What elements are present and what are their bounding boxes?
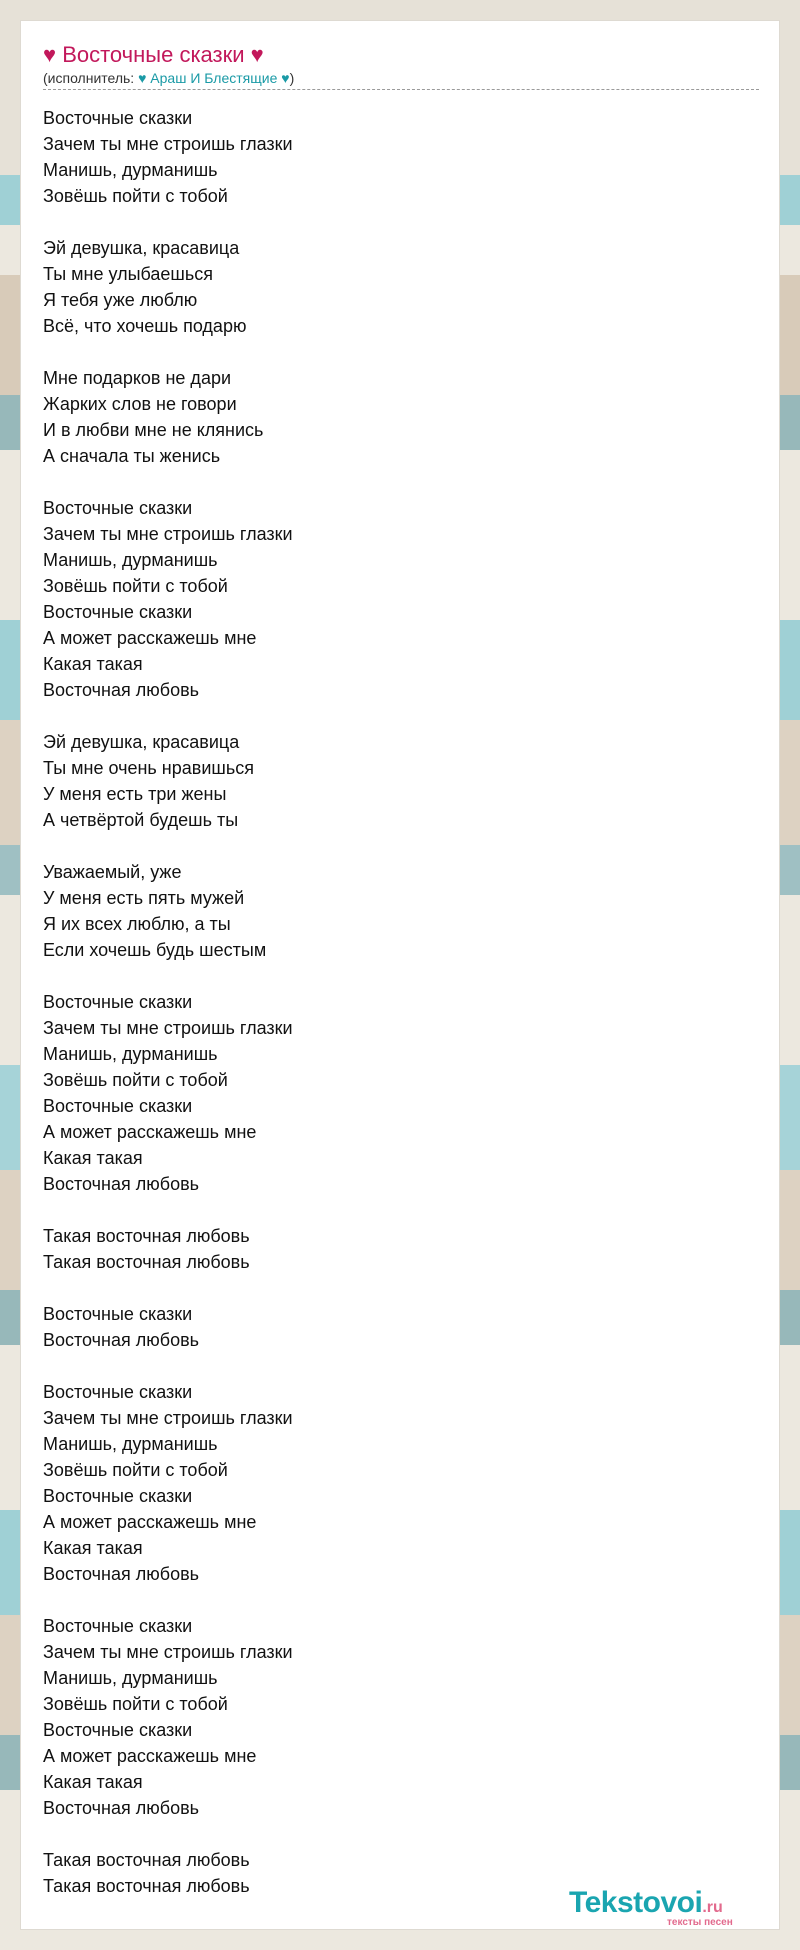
lyric-line: Манишь, дурманишь — [43, 160, 218, 180]
song-title-text: Восточные сказки — [62, 42, 245, 67]
lyric-line: Зовёшь пойти с тобой — [43, 1694, 228, 1714]
lyric-line: Восточная любовь — [43, 1330, 200, 1350]
artist-suffix: ) — [289, 70, 295, 86]
lyric-line: Зачем ты мне строишь глазки — [43, 134, 293, 154]
heart-icon: ♥ — [281, 70, 290, 86]
lyric-line: Манишь, дурманишь — [43, 550, 218, 570]
lyric-line: Какая такая — [43, 1538, 143, 1558]
lyric-line: Ты мне очень нравишься — [43, 758, 254, 778]
lyric-line: Эй девушка, красавица — [43, 732, 240, 752]
heart-icon: ♥ — [138, 70, 147, 86]
lyric-line: Зачем ты мне строишь глазки — [43, 1642, 293, 1662]
lyric-line: Восточная любовь — [43, 1564, 200, 1584]
lyric-line: Я их всех люблю, а ты — [43, 914, 231, 934]
stanza-gap — [43, 339, 743, 365]
heart-icon: ♥ — [250, 42, 264, 67]
stanza-gap — [43, 1353, 743, 1379]
stanza-gap — [43, 209, 743, 235]
lyric-line: А может расскажешь мне — [43, 628, 257, 648]
lyric-line: А четвёртой будешь ты — [43, 810, 239, 830]
heart-icon: ♥ — [43, 42, 57, 67]
lyric-line: У меня есть три жены — [43, 784, 227, 804]
lyric-line: Если хочешь будь шестым — [43, 940, 267, 960]
lyric-line: Восточная любовь — [43, 1174, 200, 1194]
lyric-line: А может расскажешь мне — [43, 1122, 257, 1142]
lyric-line: А может расскажешь мне — [43, 1512, 257, 1532]
logo-name: Tekstovoi — [569, 1886, 703, 1919]
lyric-line: Эй девушка, красавица — [43, 238, 240, 258]
stanza-gap — [43, 1821, 743, 1847]
lyric-line: Восточные сказки — [43, 1616, 193, 1636]
lyric-line: Манишь, дурманишь — [43, 1668, 218, 1688]
lyric-line: Восточная любовь — [43, 1798, 200, 1818]
lyric-line: И в любви мне не клянись — [43, 420, 264, 440]
lyric-line: Манишь, дурманишь — [43, 1434, 218, 1454]
lyric-line: Какая такая — [43, 654, 143, 674]
lyric-line: Манишь, дурманишь — [43, 1044, 218, 1064]
lyric-line: Зовёшь пойти с тобой — [43, 576, 228, 596]
song-title — [43, 41, 759, 69]
stanza-gap — [43, 1197, 743, 1223]
lyric-line: Восточные сказки — [43, 602, 193, 622]
lyric-line: Восточные сказки — [43, 1382, 193, 1402]
lyric-line: Зачем ты мне строишь глазки — [43, 1018, 293, 1038]
stanza-gap — [43, 469, 743, 495]
stanza-gap — [43, 703, 743, 729]
lyric-line: У меня есть пять мужей — [43, 888, 245, 908]
lyric-line: Ты мне улыбаешься — [43, 264, 213, 284]
lyric-line: Зовёшь пойти с тобой — [43, 1070, 228, 1090]
lyric-line: Я тебя уже люблю — [43, 290, 198, 310]
lyric-line: Какая такая — [43, 1148, 143, 1168]
lyric-line: Восточные сказки — [43, 1720, 193, 1740]
lyric-line: Какая такая — [43, 1772, 143, 1792]
lyric-line: Зовёшь пойти с тобой — [43, 1460, 228, 1480]
lyrics-card — [20, 20, 780, 1930]
lyric-line: Всё, что хочешь подарю — [43, 316, 247, 336]
lyric-line: Восточные сказки — [43, 498, 193, 518]
lyric-line: Восточные сказки — [43, 1486, 193, 1506]
lyrics-text — [43, 105, 743, 1899]
lyric-line: Такая восточная любовь — [43, 1252, 250, 1272]
artist-prefix: (исполнитель: — [43, 70, 139, 86]
lyric-line: Восточная любовь — [43, 680, 200, 700]
lyric-line: Такая восточная любовь — [43, 1876, 250, 1896]
artist-name: Араш И Блестящие — [150, 70, 278, 86]
lyric-line: Мне подарков не дари — [43, 368, 232, 388]
stanza-gap — [43, 1275, 743, 1301]
lyric-line: А может расскажешь мне — [43, 1746, 257, 1766]
logo-tld: .ru — [702, 1899, 723, 1916]
stanza-gap — [43, 1587, 743, 1613]
lyric-line: Восточные сказки — [43, 1304, 193, 1324]
lyric-line: Зачем ты мне строишь глазки — [43, 524, 293, 544]
lyric-line: Такая восточная любовь — [43, 1850, 250, 1870]
artist-link[interactable] — [138, 70, 290, 86]
song-header — [43, 41, 759, 90]
artist-line — [43, 69, 759, 87]
stanza-gap — [43, 833, 743, 859]
lyric-line: Такая восточная любовь — [43, 1226, 250, 1246]
logo-tagline: тексты песен — [667, 1917, 733, 1928]
lyric-line: Зовёшь пойти с тобой — [43, 186, 228, 206]
lyric-line: Восточные сказки — [43, 992, 193, 1012]
lyric-line: Восточные сказки — [43, 108, 193, 128]
tekstovoi-logo[interactable] — [569, 1886, 769, 1926]
lyric-line: А сначала ты женись — [43, 446, 221, 466]
stanza-gap — [43, 963, 743, 989]
lyric-line: Зачем ты мне строишь глазки — [43, 1408, 293, 1428]
lyric-line: Уважаемый, уже — [43, 862, 182, 882]
lyric-line: Восточные сказки — [43, 1096, 193, 1116]
lyric-line: Жарких слов не говори — [43, 394, 237, 414]
